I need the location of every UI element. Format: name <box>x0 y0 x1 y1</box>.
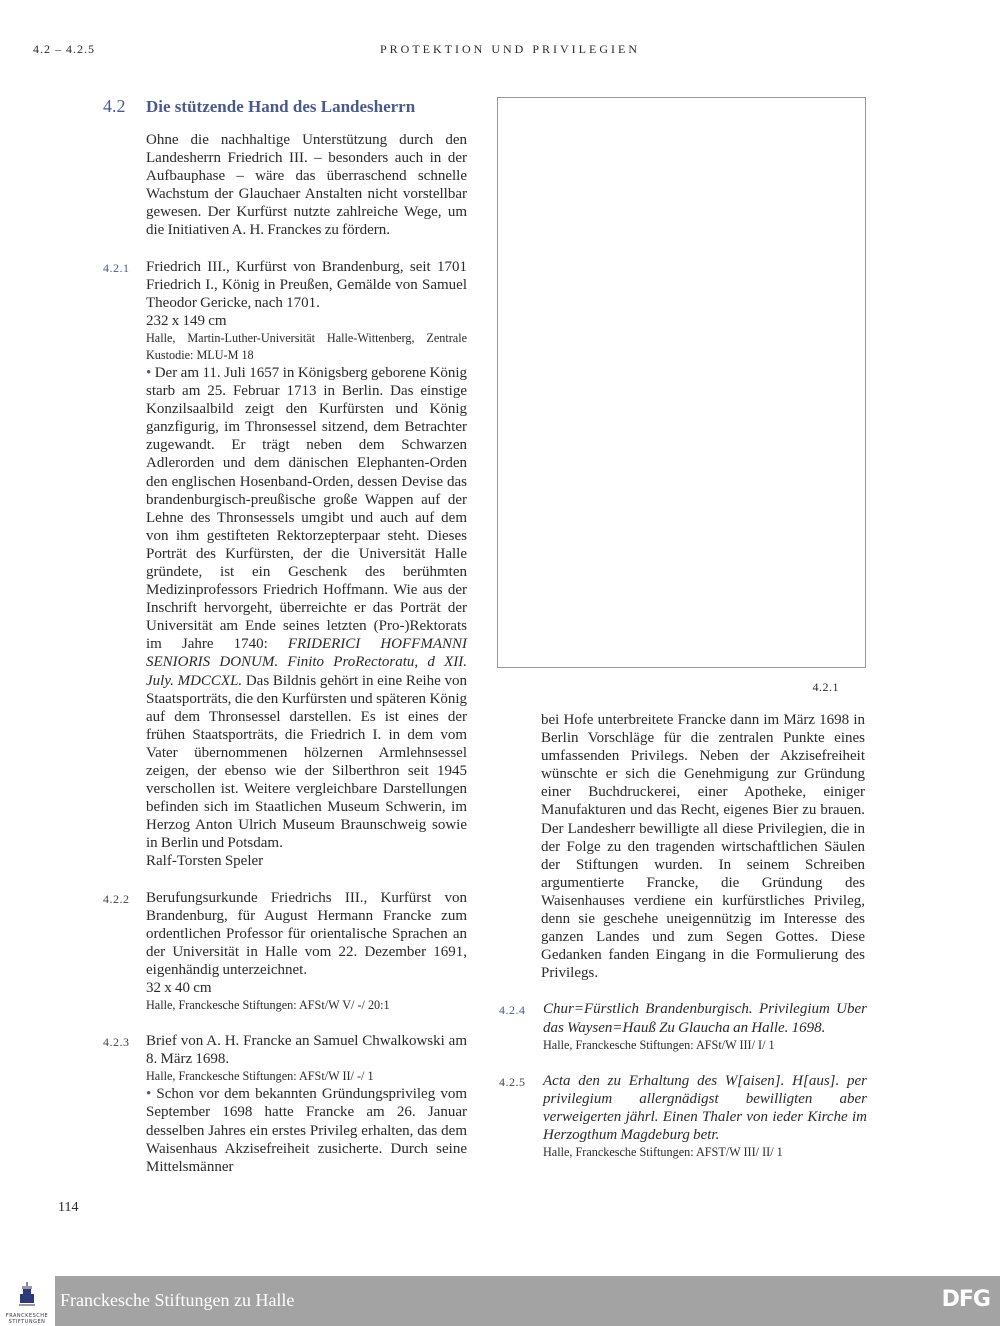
section-intro-row <box>103 131 467 240</box>
franckesche-stiftungen-logo <box>4 1282 50 1326</box>
running-header <box>0 0 1000 96</box>
entry-body <box>543 1072 867 1161</box>
inscription-text: FRIDERICI HOFFMANNI SENIORIS DONUM. Finito ProRectoratu, d XII. July. MDCCXL. <box>146 636 467 689</box>
figure-image-placeholder <box>497 97 866 668</box>
dfg-logo: DFG <box>941 1286 990 1312</box>
entry-body <box>146 889 467 1015</box>
description-text: Der am 11. Juli 1657 in Königsberg geborene König starb am 25. Februar 1713 in Berlin. Das einstige Konzilsaalbild zeigt den Kurfürsten und König ganzfigurig, im Thronsessel sitzend, dem Betrachter zugewandt. Er trägt neben dem Schwarzen Adlerorden und dem dänischen Elephanten-Orden den englischen Hosenband-Orden, dessen Devise das brandenburgisch-preußische große Wappen auf der Lehne des Thronsessels umgibt und auch auf dem von ihm gestifteten Rektorzepterpaar steht. Dieses Porträt des Kurfürsten, der die Universität Halle gründete, ist ein Geschenk des berühmten Medizinprofessors Friedrich Hoffmann. Wie aus der Inschrift hervorgeht, überreichte er das Porträt der Universität am Ende seines letzten (Pro-)Rektorats im Jahre 1740: <box>146 364 467 653</box>
right-column <box>497 96 865 1161</box>
entry-number: 4.2.4 <box>499 1003 526 1018</box>
entry-title: Chur=Fürstlich Brandenburgisch. Privilegium Uber das Waysen=Hauß Zu Glaucha an Halle. 1698. <box>543 1001 867 1036</box>
entry-source: Halle, Franckesche Stiftungen: AFST/W III/ II/ 1 <box>543 1144 783 1159</box>
entry-source: Halle, Franckesche Stiftungen: AFSt/W II/ -/ 1 <box>146 1069 374 1084</box>
entry-body <box>146 1032 467 1176</box>
entry-title: Brief von A. H. Francke an Samuel Chwalkowski am 8. März 1698. <box>146 1033 467 1068</box>
bullet-icon: • <box>146 364 155 381</box>
entry-dimensions: 32 x 40 cm <box>146 980 212 997</box>
running-head-section-range: 4.2 – 4.2.5 <box>33 42 95 56</box>
entry-body <box>146 258 467 871</box>
entry-source: Halle, Franckesche Stiftungen: AFSt/W V/ -/ 20:1 <box>146 998 390 1013</box>
figure-caption: 4.2.1 <box>812 680 839 694</box>
entry-source: Halle, Franckesche Stiftungen: AFSt/W III/ I/ 1 <box>543 1037 775 1052</box>
entry-title: Acta den zu Erhaltung des W[aisen]. H[aus]. per privilegium allergnädigst bewilligten aber verweigerten jährl. Einen Thaler von ieder Kirche im Herzogthum Magdeburg betr. <box>543 1072 867 1143</box>
running-head-title: PROTEKTION UND PRIVILEGIEN <box>380 42 640 56</box>
page-number: 114 <box>58 1199 79 1215</box>
footer-institution: Franckesche Stiftungen zu Halle <box>60 1289 295 1310</box>
bullet-icon: • <box>146 1086 157 1103</box>
entry-source: Halle, Martin-Luther-Universität Halle-Wittenberg, Zentrale Kustodie: MLU-M 18 <box>146 330 467 362</box>
entry-4-2-5 <box>499 1072 867 1161</box>
building-icon <box>17 1282 37 1308</box>
logo-text: FRANCKESCHE STIFTUNGEN <box>5 1312 49 1325</box>
entry-4-2-3 <box>103 1032 467 1176</box>
footer-area <box>0 1240 1000 1326</box>
entry-number: 4.2.5 <box>499 1074 526 1089</box>
section-intro: Ohne die nachhaltige Unterstützung durch den Landesherrn Friedrich III. – besonders auch in der Aufbauphase – wäre das überraschend schnelle Wachstum der Glauchaer Anstalten nicht vorstellbar gewesen. Der Kurfürst nutzte zahlreiche Wege, um die Initiativen A. H. Franckes zu fördern. <box>146 132 467 239</box>
entry-dimensions: 232 x 149 cm <box>146 312 227 329</box>
two-column-body <box>0 96 1000 1176</box>
entry-body <box>543 1000 867 1053</box>
entry-description <box>146 364 467 853</box>
description-text: Schon vor dem bekannten Gründungsprivileg vom September 1698 hatte Francke am 26. Januar desselben Jahres ein erstes Privileg erhalten, das dem Waisenhaus Akzisefreiheit zusicherte. Durch seine Mittelsmänner <box>146 1086 467 1175</box>
description-text-continued: Das Bildnis gehört in eine Reihe von Staatsporträts, die den Kurfürsten und späteren König auf dem Thronsessel darstellen. Es ist eines der frühen Staatsporträts, die Friedrich I. in dem vom Vater übernommenen hölzernen Armlehnsessel zeigen, der ebenso wie der Silberthron seit 1945 verschollen ist. Weitere vergleichbare Darstellungen befinden sich im Staatlichen Museum Schwerin, im Herzog Anton Ulrich Museum Braunschweig sowie in Berlin und Potsdam. <box>146 672 467 852</box>
entry-title: Friedrich III., Kurfürst von Brandenburg, seit 1701 Friedrich I., König in Preußen, Gemälde von Samuel Theodor Gericke, nach 1701. <box>146 258 467 311</box>
entry-number: 4.2.3 <box>103 1035 130 1050</box>
entry-4-2-2 <box>103 889 467 1015</box>
section-title: Die stützende Hand des Landesherrn <box>146 97 416 116</box>
entry-number: 4.2.2 <box>103 891 130 906</box>
entry-title: Berufungsurkunde Friedrichs III., Kurfürst von Brandenburg, für August Hermann Francke zum ordentlichen Professor für orientalische Sprachen an der Universität in Halle vom 22. Dezember 1691, eigenhändig unterzeichnet. <box>146 889 467 978</box>
section-heading <box>103 96 467 117</box>
spacer <box>103 131 146 134</box>
footer-bar <box>55 1276 1000 1326</box>
entry-4-2-1 <box>103 258 467 871</box>
entry-4-2-4 <box>499 1000 867 1053</box>
left-column <box>103 96 467 1176</box>
entry-description <box>146 1085 467 1175</box>
section-number: 4.2 <box>103 96 126 116</box>
entry-number: 4.2.1 <box>103 260 130 275</box>
entry-4-2-3-continued: bei Hofe unterbreitete Francke dann im März 1698 in Berlin Vorschläge für die zentralen Punkte eines umfassenden Privilegs. Neben der Akzisefreiheit wünschte er sich die Genehmigung zur Gründung einer Buchdruckerei, einer Apotheke, einiger Manufakturen und das Recht, eigenes Bier zu brauen. Der Landesherr bewilligte all diese Privilegien, die in der Folge zu den tragenden wirtschaftlichen Säulen der Stiftungen wurden. In seinem Schreiben argumentierte Francke, die Gründung des Waisenhauses verdiene ein kurfürstliches Privileg, denn sie geschehe uneigennützig im Interesse des ganzen Landes und zum Segen Gottes. Diese Gedanken fanden Eingang in die Formulierung des Privilegs. <box>541 712 865 982</box>
entry-author: Ralf-Torsten Speler <box>146 853 264 870</box>
